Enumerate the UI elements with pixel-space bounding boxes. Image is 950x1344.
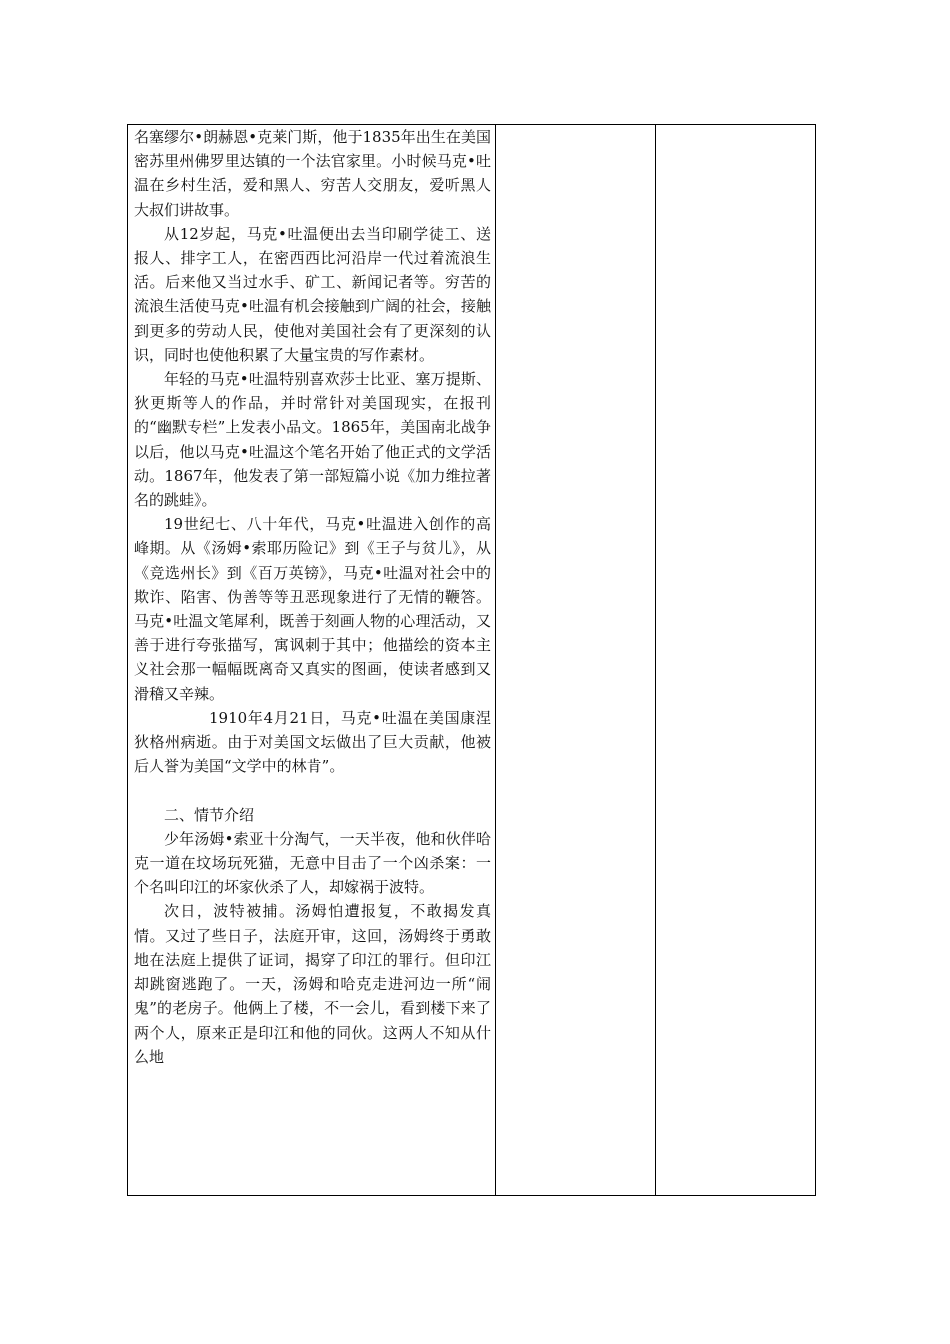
paragraph-creative-peak: 19世纪七、八十年代，马克•吐温进入创作的高峰期。从《汤姆•索耶历险记》到《王子与贫儿》，从《竞选州长》到《百万英镑》，马克•吐温对社会中的欺诈、陷害、伪善等等丑恶现象进行了无情的鞭答。马克•吐温文笔犀利，既善于刻画人物的心理活动，又善于进行夸张描写，寓讽刺于其中；他描绘的资本主义社会那一幅幅既离奇又真实的图画，使读者感到又滑稽又辛辣。 bbox=[134, 515, 491, 703]
paragraph-death: 1910年4月21日，马克•吐温在美国康涅狄格州病逝。由于对美国文坛做出了巨大贡献，他被后人誉为美国“文学中的林肯”。 bbox=[134, 708, 491, 776]
blank-line bbox=[134, 778, 491, 802]
paragraph-early-writing: 年轻的马克•吐温特别喜欢莎士比亚、塞万提斯、狄更斯等人的作品，并时常针对美国现实，在报刊的“幽默专栏”上发表小品文。1865年，美国南北战争以后，他以马克•吐温这个笔名开始了他正式的文学活动。1867年，他发表了第一部短篇小说《加力维拉著名的跳蛙》。 bbox=[134, 370, 491, 510]
column-divider bbox=[655, 125, 656, 1195]
paragraph-wandering-life: 从12岁起，马克•吐温便出去当印刷学徒工、送报人、排字工人，在密西西比河沿岸一代过着流浪生活。后来他又当过水手、矿工、新闻记者等。穷苦的流浪生活使马克•吐温有机会接触到广阔的社会，接触到更多的劳动人民，使他对美国社会有了更深刻的认识，同时也使他积累了大量宝贵的写作素材。 bbox=[134, 224, 491, 364]
paragraph-bio-intro: 名塞缪尔•朗赫恩•克莱门斯，他于1835年出生在美国密苏里州佛罗里达镇的一个法官家里。小时候马克•吐温在乡村生活，爱和黑人、穷苦人交朋友，爱听黑人大叔们讲故事。 bbox=[134, 128, 491, 219]
paragraph-plot-1: 少年汤姆•索亚十分淘气，一天半夜，他和伙伴哈克一道在坟场玩死猫，无意中目击了一个凶杀案：一个名叫印江的坏家伙杀了人，却嫁祸于波特。 bbox=[134, 829, 491, 897]
section-heading: 二、情节介绍 bbox=[164, 805, 255, 824]
content-table bbox=[127, 124, 816, 1196]
column-divider bbox=[495, 125, 496, 1195]
paragraph-plot-2: 次日，波特被捕。汤姆怕遭报复，不敢揭发真情。又过了些日子，法庭开审，这回，汤姆终于勇敢地在法庭上提供了证词，揭穿了印江的罪行。但印江却跳窗逃跑了。一天，汤姆和哈克走进河边一所“闹鬼”的老房子。他俩上了楼，不一会儿，看到楼下来了两个人，原来正是印江和他的同伙。这两人不知从什么地 bbox=[134, 902, 491, 1066]
text-column bbox=[134, 125, 491, 1069]
